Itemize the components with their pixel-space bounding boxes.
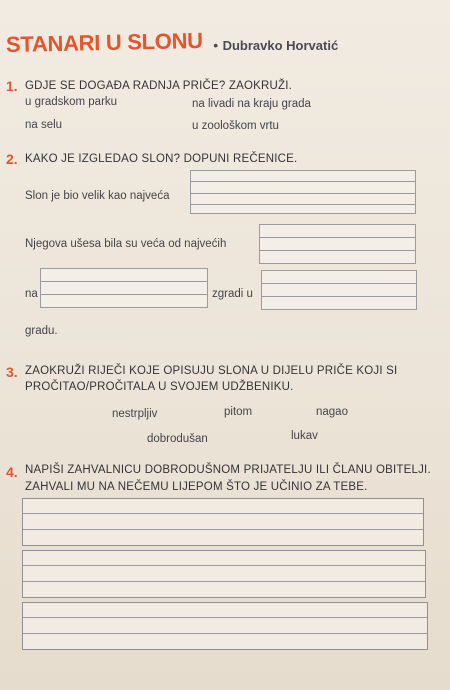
answer-line	[23, 513, 423, 514]
author-name: Dubravko Horvatić	[222, 38, 339, 53]
answer-line	[23, 633, 427, 634]
answer-line	[262, 296, 416, 297]
q1-option-2[interactable]: na livadi na kraju grada	[192, 98, 311, 110]
answer-line	[191, 204, 415, 205]
answer-line	[23, 529, 423, 530]
answer-line	[23, 617, 427, 618]
q2-answer-box-4[interactable]	[261, 270, 417, 310]
q2-answer-box-3[interactable]	[40, 268, 208, 308]
q3-word-5[interactable]: lukav	[291, 430, 318, 442]
answer-line	[191, 181, 415, 182]
q2-sentence-3-start: na	[25, 288, 38, 300]
q4-writing-box-1[interactable]	[22, 498, 424, 546]
question-2-number: 2.	[6, 151, 18, 167]
q4-writing-box-3[interactable]	[22, 602, 428, 650]
answer-line	[260, 250, 415, 251]
q3-word-2[interactable]: pitom	[224, 406, 253, 418]
answer-line	[23, 565, 425, 566]
question-4-number: 4.	[6, 464, 18, 480]
answer-line	[262, 283, 416, 284]
answer-line	[41, 294, 207, 295]
q1-option-1[interactable]: u gradskom parku	[25, 96, 118, 108]
header	[5, 27, 339, 58]
answer-line	[191, 193, 415, 194]
q2-sentence-3-end: gradu.	[25, 325, 58, 337]
q3-word-3[interactable]: nagao	[316, 406, 348, 418]
q1-option-3[interactable]: na selu	[25, 119, 63, 131]
q2-answer-box-1[interactable]	[190, 170, 416, 214]
q2-answer-box-2[interactable]	[259, 224, 416, 264]
question-1-text: GDJE SE DOGAĐA RADNJA PRIČE? ZAOKRUŽI.	[25, 80, 293, 92]
question-3-line-2: PROČITAO/PROČITALA U SVOJEM UDŽBENIKU.	[25, 381, 294, 393]
question-1-number: 1.	[6, 78, 18, 94]
q4-writing-box-2[interactable]	[22, 550, 426, 598]
q2-sentence-1: Slon je bio velik kao najveća	[25, 190, 170, 202]
question-2-text: KAKO JE IZGLEDAO SLON? DOPUNI REČENICE.	[25, 153, 298, 165]
q1-option-4[interactable]: u zoološkom vrtu	[192, 120, 279, 132]
answer-line	[23, 581, 425, 582]
q2-sentence-3-middle: zgradi u	[212, 288, 253, 300]
question-4-line-2: ZAHVALI MU NA NEČEMU LIJEPOM ŠTO JE UČINIO ZA TEBE.	[25, 481, 368, 493]
q3-word-4[interactable]: dobrodušan	[147, 433, 208, 445]
answer-line	[260, 237, 415, 238]
question-3-number: 3.	[6, 364, 18, 380]
question-4-line-1: NAPIŠI ZAHVALNICU DOBRODUŠNOM PRIJATELJU ILI ČLANU OBITELJI.	[25, 464, 431, 476]
page-title: STANARI U SLONU	[5, 27, 203, 58]
question-3-line-1: ZAOKRUŽI RIJEČI KOJE OPISUJU SLONA U DIJELU PRIČE KOJI SI	[25, 365, 398, 377]
q3-word-1[interactable]: nestrpljiv	[112, 408, 158, 420]
q2-sentence-2: Njegova ušesa bila su veća od najvećih	[25, 238, 227, 250]
answer-line	[41, 281, 207, 282]
title-separator: •	[213, 37, 219, 53]
